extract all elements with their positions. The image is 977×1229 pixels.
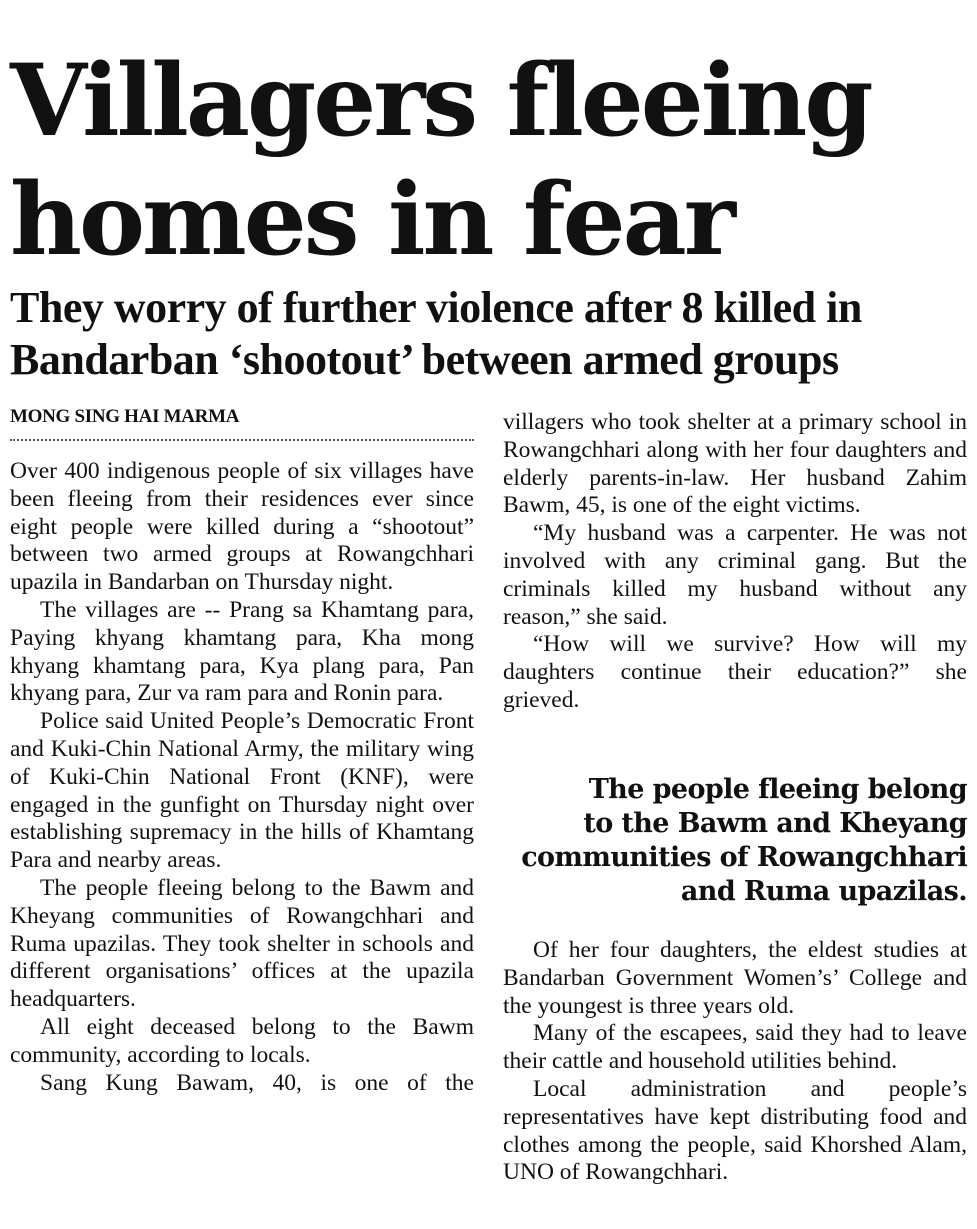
article-paragraph: Police said United People’s Democratic Front and Kuki-Chin National Army, the military wing of Kuki-Chin National Front (KNF), were engaged in the gunfight on Thursday night over establishing supremacy in the hills of Khamtang Para and nearby areas.: [10, 708, 474, 874]
subheadline: [10, 282, 970, 386]
pull-quote-line-3: communities of Rowangchhari: [521, 842, 967, 873]
article-column-right-top: [503, 409, 967, 715]
headline: [10, 42, 970, 280]
headline-line-1: Villagers fleeing: [10, 43, 871, 159]
article-paragraph: All eight deceased belong to the Bawm community, according to locals.: [10, 1013, 474, 1068]
article-paragraph: The people fleeing belong to the Bawm and Kheyang communities of Rowangchhari and Ruma upazilas. They took shelter in schools and different organisations’ offices at the upazila headquarters.: [10, 874, 474, 1013]
subheadline-line-2: Bandarban ‘shootout’ between armed groups: [10, 335, 839, 384]
article-column-right-bottom: [503, 937, 967, 1187]
article-paragraph: “My husband was a carpenter. He was not involved with any criminal gang. But the criminals killed my husband without any reason,” she said.: [503, 520, 967, 630]
article-paragraph: Many of the escapees, said they had to leave their cattle and household utilities behind.: [503, 1020, 967, 1075]
byline: MONG SING HAI MARMA: [10, 405, 474, 441]
article-paragraph: The villages are -- Prang sa Khamtang para, Paying khyang khamtang para, Kha mong khyang khamtang para, Kya plang para, Pan khyang para, Zur va ram para and Ronin para.: [10, 596, 474, 707]
article-paragraph: Over 400 indigenous people of six villages have been fleeing from their residences ever since eight people were killed during a “shootout” between two armed groups at Rowangchhari upazila in Bandarban on Thursday night.: [10, 458, 474, 596]
pull-quote: [503, 773, 967, 909]
headline-line-2: homes in fear: [10, 162, 733, 278]
pull-quote-line-2: to the Bawm and Kheyang: [583, 808, 967, 839]
pull-quote-line-1: The people fleeing belong: [588, 774, 967, 805]
article-paragraph: Sang Kung Bawam, 40, is one of the: [40, 1069, 474, 1096]
article-paragraph: Local administration and people’s representatives have kept distributing food and clothes among the people, said Khorshed Alam, UNO of Rowangchhari.: [503, 1075, 967, 1186]
article-paragraph: Of her four daughters, the eldest studies at Bandarban Government Women’s’ College and the youngest is three years old.: [503, 937, 967, 1019]
article-paragraph: villagers who took shelter at a primary school in Rowangchhari along with her four daughters and elderly parents-in-law. Her husband Zahim Bawm, 45, is one of the eight victims.: [503, 409, 967, 519]
pull-quote-line-4: and Ruma upazilas.: [680, 876, 967, 907]
article-column-left: [10, 458, 474, 1097]
article-paragraph: “How will we survive? How will my daughters continue their education?” she grieved.: [503, 631, 967, 713]
subheadline-line-1: They worry of further violence after 8 killed in: [10, 283, 862, 332]
